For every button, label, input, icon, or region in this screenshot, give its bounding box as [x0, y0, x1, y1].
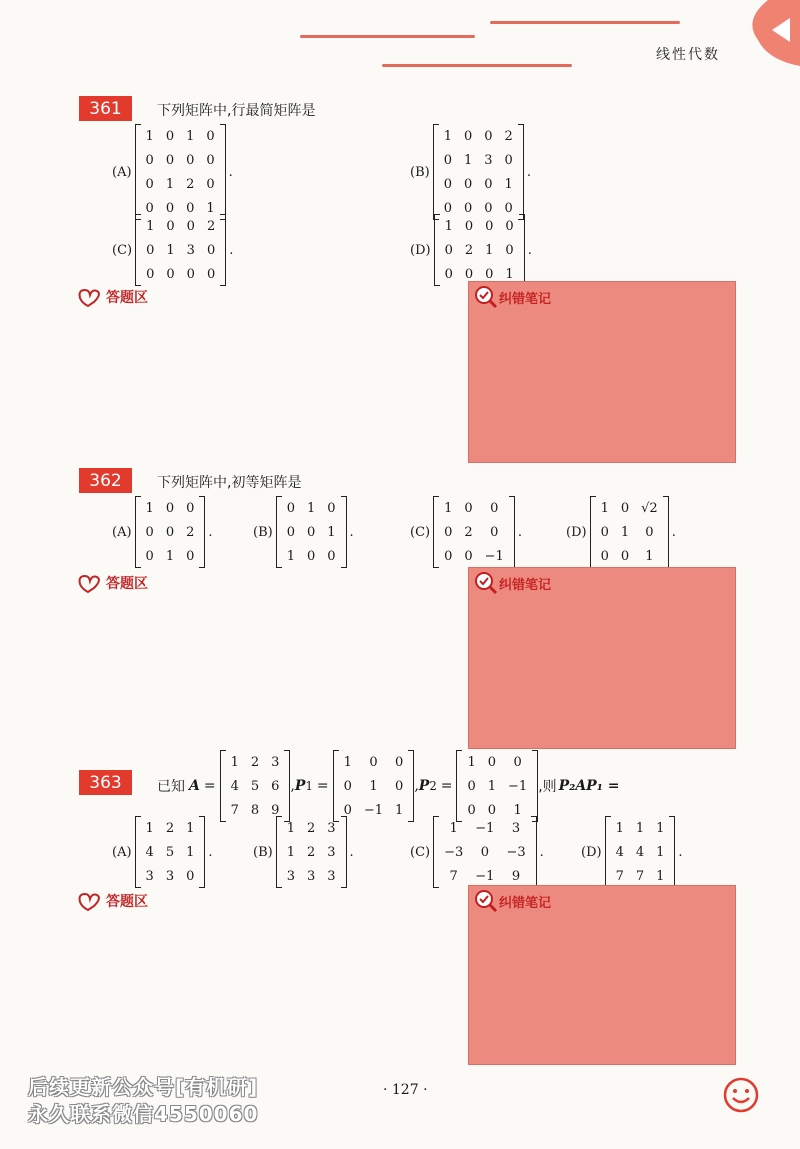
matrix-row [281, 840, 342, 864]
matrix-cell: 0 [343, 778, 352, 794]
matrix-row [281, 864, 342, 888]
option-c[interactable]: (C) 1 0 0 2 0 1 3 0 0 0 0 0 . [112, 214, 233, 286]
option-b[interactable]: (B) 0 1 0 0 0 1 1 0 0 . [253, 496, 354, 568]
matrix-cell: 0 [165, 152, 175, 168]
matrix-cell: 7 [635, 868, 645, 884]
matrix-cell: 0 [186, 500, 195, 516]
matrix-cell: 0 [145, 200, 154, 216]
matrix-row [438, 544, 510, 568]
matrix-row [338, 750, 410, 774]
matrix [276, 816, 347, 888]
matrix-cell: 0 [206, 266, 216, 282]
matrix-cell: 5 [250, 778, 260, 794]
matrix-cell: 0 [186, 266, 195, 282]
heart-pen-icon [76, 572, 106, 594]
matrix-cell: 8 [250, 802, 260, 818]
option-d[interactable]: (D) 1 0 √2 0 1 0 0 0 1 . [566, 496, 676, 568]
matrix-cell: 0 [467, 778, 476, 794]
option-label: (A) [112, 524, 132, 540]
matrix-row [438, 124, 519, 148]
matrix-cell: 1 [306, 500, 316, 516]
matrix-cell: 0 [600, 548, 609, 564]
matrix-row [281, 496, 342, 520]
matrix-cell: 2 [464, 242, 474, 258]
matrix-cell: 1 [449, 820, 458, 836]
matrix-cell: 3 [165, 868, 175, 884]
expr: P₂AP₁ = [558, 778, 620, 794]
matrix-row [281, 544, 342, 568]
matrix-cell: −3 [506, 844, 526, 860]
matrix-cell: 0 [645, 524, 654, 540]
matrix-cell: −1 [475, 820, 495, 836]
matrix-cell: 1 [327, 524, 336, 540]
magnifier-check-icon [473, 570, 499, 596]
matrix-cell: 2 [206, 218, 216, 234]
matrix-a [220, 750, 291, 822]
matrix-cell: 1 [286, 820, 295, 836]
matrix-cell: 7 [615, 868, 624, 884]
matrix [433, 496, 515, 568]
option-label: (A) [112, 164, 132, 180]
matrix-cell: 0 [484, 200, 493, 216]
matrix-table [438, 124, 519, 220]
option-label: (C) [112, 242, 133, 258]
smiley-logo-icon [722, 1076, 760, 1114]
matrix-cell: 4 [615, 844, 624, 860]
matrix-p1 [333, 750, 415, 822]
option-label: (B) [253, 524, 273, 540]
matrix-row [140, 214, 221, 238]
matrix-cell: 2 [306, 820, 316, 836]
option-label: (D) [566, 524, 587, 540]
matrix-cell: 0 [464, 218, 474, 234]
option-label: (C) [410, 524, 431, 540]
matrix-cell: 0 [306, 548, 316, 564]
matrix-cell: 4 [145, 844, 154, 860]
matrix-cell: 1 [165, 176, 175, 192]
question-number: 361 [79, 96, 132, 121]
matrix-cell: 1 [600, 500, 609, 516]
note-title [473, 570, 551, 596]
matrix-cell: 0 [369, 754, 378, 770]
matrix-row [281, 816, 342, 840]
matrix [605, 816, 676, 888]
matrix-cell: −1 [363, 802, 384, 818]
matrix-cell: 1 [145, 128, 154, 144]
watermark-line-2: 永久联系微信4550060 [28, 1102, 259, 1126]
matrix-cell: 3 [511, 820, 521, 836]
matrix-cell: 0 [505, 218, 514, 234]
matrix-cell: √2 [641, 500, 658, 516]
option-label: (D) [581, 844, 602, 860]
matrix-cell: 2 [504, 128, 513, 144]
matrix-row [438, 496, 510, 520]
matrix-cell: 2 [165, 820, 175, 836]
matrix-table [461, 750, 533, 822]
matrix-table [438, 816, 532, 888]
matrix-row [140, 544, 201, 568]
matrix-row [439, 214, 520, 238]
magnifier-check-icon [473, 284, 499, 310]
matrix-cell: 0 [463, 176, 473, 192]
corner-arrow-icon [738, 0, 800, 66]
matrix-cell: 0 [485, 266, 494, 282]
matrix-cell: 1 [656, 820, 665, 836]
note-title-text: 纠错笔记 [499, 895, 552, 911]
matrix-cell: 7 [230, 802, 239, 818]
matrix-cell: 0 [443, 152, 452, 168]
matrix-row [140, 816, 201, 840]
matrix-cell: 1 [230, 754, 239, 770]
matrix-row [140, 148, 221, 172]
matrix-cell: 1 [166, 242, 175, 258]
matrix-row [140, 864, 201, 888]
matrix-cell: 1 [463, 152, 473, 168]
answer-area-label [76, 890, 148, 912]
error-note-box[interactable] [468, 885, 736, 1065]
matrix-cell: 0 [165, 128, 175, 144]
matrix-cell: 3 [186, 242, 195, 258]
matrix-cell: 0 [395, 754, 404, 770]
matrix-cell: 6 [271, 778, 280, 794]
header-deco-line [300, 35, 475, 38]
question-number: 363 [79, 770, 132, 795]
matrix-cell: 0 [444, 524, 453, 540]
matrix-row [140, 520, 201, 544]
matrix-table [439, 214, 520, 286]
matrix-row [438, 816, 532, 840]
option-label: (B) [410, 164, 430, 180]
question-number: 362 [79, 468, 132, 493]
matrix-cell: 9 [271, 802, 280, 818]
note-title-text: 纠错笔记 [499, 577, 552, 593]
matrix-row [595, 520, 664, 544]
matrix-row [461, 750, 533, 774]
matrix [434, 214, 525, 286]
matrix-cell: 3 [327, 844, 336, 860]
matrix-row [225, 750, 286, 774]
page-number: · 127 · [383, 1082, 428, 1098]
matrix-cell: 0 [145, 548, 154, 564]
error-note-box[interactable] [468, 281, 736, 463]
matrix-table [225, 750, 286, 822]
matrix-row [595, 496, 664, 520]
matrix-cell: 3 [145, 868, 154, 884]
matrix-row [439, 238, 520, 262]
matrix-cell: 1 [444, 500, 453, 516]
matrix-row [610, 840, 671, 864]
matrix-cell: −1 [475, 868, 495, 884]
matrix-cell: 0 [444, 242, 453, 258]
option-b[interactable]: (B) 1 2 3 1 2 3 3 3 3 . [253, 816, 354, 888]
matrix-cell: 0 [463, 128, 473, 144]
then: ,则 [538, 779, 557, 795]
matrix-row [338, 774, 410, 798]
comma: , [290, 778, 295, 794]
magnifier-check-icon [473, 888, 499, 914]
header-deco-line [382, 64, 572, 67]
matrix-cell: 0 [485, 218, 494, 234]
matrix-table [140, 496, 201, 568]
matrix-cell: 1 [165, 548, 175, 564]
matrix-cell: 0 [504, 200, 513, 216]
matrix-cell: 1 [487, 778, 497, 794]
matrix-cell: 1 [513, 802, 522, 818]
matrix-cell: 0 [467, 802, 476, 818]
matrix-table [140, 214, 221, 286]
matrix [135, 124, 226, 220]
matrix-cell: 0 [206, 176, 215, 192]
matrix-cell: 2 [186, 176, 195, 192]
answer-area-label [76, 572, 148, 594]
option-label: (D) [410, 242, 431, 258]
matrix-cell: 1 [443, 128, 452, 144]
matrix-cell: 4 [635, 844, 645, 860]
matrix-table [140, 124, 221, 220]
option-d[interactable]: (D) 1 0 0 0 0 2 1 0 0 0 0 1 . [410, 214, 532, 286]
matrix-cell: 1 [369, 778, 378, 794]
var-p2: P [418, 778, 430, 794]
matrix-cell: 2 [306, 844, 316, 860]
matrix-table [438, 496, 510, 568]
matrix-cell: 3 [306, 868, 316, 884]
matrix [135, 496, 206, 568]
matrix-row [140, 840, 201, 864]
watermark-line-1: 后续更新公众号[有机研] [28, 1075, 259, 1099]
matrix-cell: 1 [186, 820, 195, 836]
matrix-cell: 3 [327, 820, 336, 836]
matrix-cell: 0 [490, 500, 499, 516]
matrix-cell: 1 [504, 176, 513, 192]
matrix-cell: 0 [327, 500, 336, 516]
matrix-cell: 1 [206, 200, 215, 216]
matrix-cell: 0 [206, 152, 215, 168]
answer-area-text: 答题区 [106, 894, 148, 910]
option-label: (A) [112, 844, 132, 860]
matrix [433, 124, 524, 220]
matrix-table [338, 750, 410, 822]
matrix-row [438, 148, 519, 172]
matrix-cell: 1 [615, 820, 624, 836]
matrix-cell: −1 [484, 548, 504, 564]
note-title [473, 284, 551, 310]
answer-area-text: 答题区 [106, 576, 148, 592]
matrix-cell: 0 [443, 200, 452, 216]
matrix-cell: 1 [505, 266, 514, 282]
heart-pen-icon [76, 890, 106, 912]
matrix [590, 496, 669, 568]
matrix-cell: 0 [504, 152, 513, 168]
question-stem: 下列矩阵中,行最简矩阵是 [157, 103, 316, 119]
matrix-cell: 1 [395, 802, 404, 818]
matrix-row [461, 774, 533, 798]
option-label: (C) [410, 844, 431, 860]
option-a[interactable]: (A) 1 0 1 0 0 0 0 0 0 1 2 0 0 0 0 1 . [112, 124, 233, 220]
matrix-cell: 1 [145, 820, 154, 836]
matrix-cell: 0 [620, 500, 630, 516]
option-b[interactable]: (B) 1 0 0 2 0 1 3 0 0 0 0 1 0 0 0 0 . [410, 124, 531, 220]
error-note-box[interactable] [468, 567, 736, 749]
matrix-cell: 0 [166, 218, 175, 234]
matrix-row [140, 238, 221, 262]
equals: = [203, 778, 216, 794]
matrix-cell: 1 [467, 754, 476, 770]
matrix-table [140, 816, 201, 888]
matrix-cell: 0 [620, 548, 630, 564]
heart-pen-icon [76, 286, 106, 308]
matrix-cell: 0 [145, 152, 154, 168]
matrix-row [610, 816, 671, 840]
option-label: (B) [253, 844, 273, 860]
matrix-cell: 0 [464, 548, 473, 564]
matrix-row [140, 172, 221, 196]
matrix-cell: 5 [165, 844, 175, 860]
matrix-cell: 0 [145, 524, 154, 540]
matrix-table [595, 496, 664, 568]
matrix-cell: 0 [146, 242, 155, 258]
matrix-cell: 3 [286, 868, 295, 884]
matrix-cell: 0 [286, 500, 295, 516]
matrix-cell: 1 [343, 754, 352, 770]
matrix-row [438, 520, 510, 544]
matrix-cell: 2 [186, 524, 195, 540]
matrix-table [610, 816, 671, 888]
answer-area-label [76, 286, 148, 308]
matrix-cell: 0 [186, 548, 195, 564]
matrix-row [225, 774, 286, 798]
question-stem [157, 750, 619, 822]
matrix-cell: 9 [511, 868, 521, 884]
matrix-cell: 0 [165, 200, 175, 216]
matrix-cell: 0 [306, 524, 316, 540]
matrix-cell: 0 [145, 176, 154, 192]
matrix-row [281, 520, 342, 544]
matrix-row [140, 124, 221, 148]
matrix-cell: 0 [484, 128, 493, 144]
option-c[interactable]: (C) 1 0 0 0 2 0 0 0 −1 . [410, 496, 522, 568]
matrix-cell: 1 [145, 500, 154, 516]
matrix-cell: 0 [464, 266, 474, 282]
matrix-table [281, 816, 342, 888]
matrix [135, 214, 226, 286]
matrix-cell: 0 [444, 266, 453, 282]
matrix-cell: −3 [444, 844, 464, 860]
matrix-cell: 4 [230, 778, 239, 794]
matrix-cell: 1 [635, 820, 645, 836]
matrix-cell: 0 [146, 266, 155, 282]
matrix-cell: 1 [286, 548, 295, 564]
matrix-cell: 0 [464, 500, 473, 516]
matrix-cell: 1 [656, 844, 665, 860]
matrix-cell: 0 [186, 152, 195, 168]
answer-area-text: 答题区 [106, 290, 148, 306]
matrix-cell: 0 [186, 200, 195, 216]
matrix-cell: 0 [327, 548, 336, 564]
matrix-cell: 2 [250, 754, 260, 770]
matrix-row [438, 172, 519, 196]
sub-2: 2 [429, 779, 437, 793]
matrix-cell: 0 [395, 778, 404, 794]
stem-prefix: 已知 [157, 779, 185, 795]
matrix-cell: 3 [271, 754, 280, 770]
matrix-cell: 7 [449, 868, 458, 884]
matrix-cell: 0 [480, 844, 489, 860]
option-a[interactable]: (A) 1 2 1 4 5 1 3 3 0 . [112, 816, 213, 888]
matrix-row [140, 496, 201, 520]
matrix [433, 816, 537, 888]
matrix-cell: 0 [484, 176, 493, 192]
equals: = [440, 778, 453, 794]
matrix-cell: 0 [166, 266, 175, 282]
var-p1: P [294, 778, 306, 794]
matrix-cell: 0 [600, 524, 609, 540]
equals: = [316, 778, 329, 794]
matrix-cell: 0 [206, 128, 215, 144]
matrix-cell: 0 [186, 218, 195, 234]
matrix-cell: 1 [186, 844, 195, 860]
comma: , [414, 778, 419, 794]
matrix-cell: 3 [484, 152, 493, 168]
matrix-cell: −1 [508, 778, 528, 794]
matrix-cell: 0 [343, 802, 352, 818]
question-stem: 下列矩阵中,初等矩阵是 [157, 475, 302, 491]
matrix-cell: 0 [505, 242, 514, 258]
note-title-text: 纠错笔记 [499, 291, 552, 307]
matrix-row [140, 262, 221, 286]
matrix-cell: 3 [327, 868, 336, 884]
matrix-cell: 1 [146, 218, 155, 234]
matrix [135, 816, 206, 888]
var-a: A [189, 778, 200, 794]
matrix-cell: 1 [286, 844, 295, 860]
matrix-table [281, 496, 342, 568]
option-d[interactable]: (D) 1 1 1 4 4 1 7 7 1 . [581, 816, 683, 888]
matrix-p2 [456, 750, 538, 822]
subject-title: 线性代数 [656, 47, 720, 63]
matrix-cell: 0 [513, 754, 522, 770]
option-a[interactable]: (A) 1 0 0 0 0 2 0 1 0 . [112, 496, 213, 568]
matrix-cell: 0 [487, 754, 497, 770]
matrix-cell: 1 [485, 242, 494, 258]
header-deco-line [490, 21, 680, 24]
matrix-cell: 1 [444, 218, 453, 234]
matrix-row [595, 544, 664, 568]
matrix-cell: 0 [286, 524, 295, 540]
matrix-cell: 1 [645, 548, 654, 564]
matrix-cell: 0 [186, 868, 195, 884]
matrix-cell: 0 [443, 176, 452, 192]
matrix-cell: 0 [487, 802, 497, 818]
matrix-cell: 0 [165, 524, 175, 540]
matrix-cell: 0 [206, 242, 216, 258]
note-title [473, 888, 551, 914]
matrix-cell: 0 [463, 200, 473, 216]
matrix-cell: 2 [464, 524, 473, 540]
matrix-cell: 1 [186, 128, 195, 144]
matrix [276, 496, 347, 568]
matrix-cell: 0 [165, 500, 175, 516]
matrix-cell: 1 [620, 524, 630, 540]
option-c[interactable]: (C) 1 −1 3 −3 0 −3 7 −1 9 . [410, 816, 544, 888]
matrix-cell: 0 [444, 548, 453, 564]
matrix-cell: 0 [490, 524, 499, 540]
matrix-cell: 1 [656, 868, 665, 884]
sub-1: 1 [305, 779, 313, 793]
matrix-row [438, 840, 532, 864]
